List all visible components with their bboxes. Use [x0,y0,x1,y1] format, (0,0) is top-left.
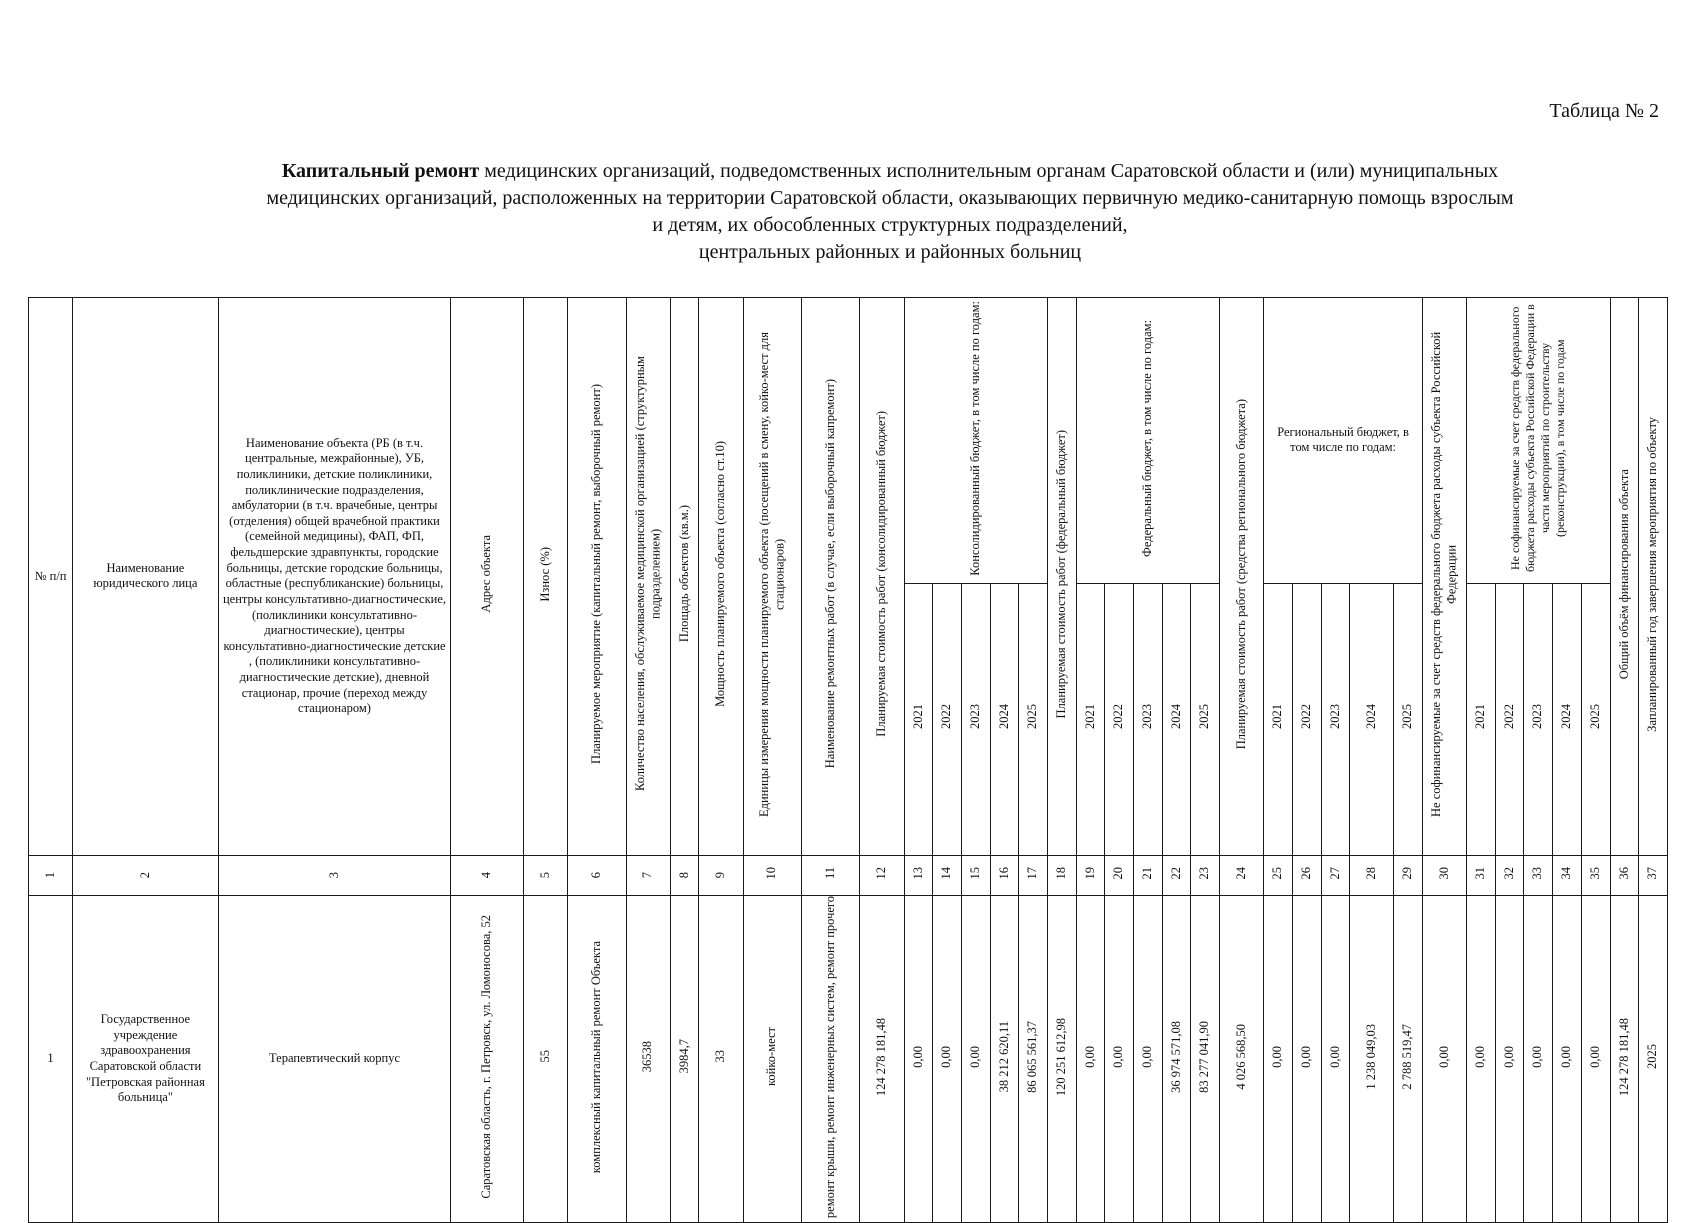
title-line-4: центральных районных и районных больниц [698,241,1082,263]
cell-cost-federal: 120 251 612,98 [1047,895,1076,1223]
column-number-cell [1264,855,1293,895]
cell-consolidated-2023: 0,00 [961,895,990,1223]
column-number-cell [1076,855,1105,895]
column-number: 5 [537,872,552,879]
column-number-cell [1134,855,1163,895]
cell-cost-regional: 4 026 568,50 [1220,895,1264,1223]
column-number: 11 [822,866,837,879]
column-number-cell [802,855,860,895]
cell-area: 3984,7 [670,895,699,1223]
cell-total-financing: 124 278 181,48 [1610,895,1639,1223]
column-number: 4 [479,872,494,879]
year-consolidated-2024: 2024 [990,583,1019,855]
header-num: № п/п [29,298,73,856]
capital-repair-table [28,297,1668,1223]
cell-federal-2021: 0,00 [1076,895,1105,1223]
cell-consolidated-2025: 86 065 561,37 [1019,895,1048,1223]
column-number-cell [1105,855,1134,895]
cell-num: 1 [29,895,73,1223]
column-number: 36 [1616,866,1631,880]
year-nonco-2025: 2025 [1581,583,1610,855]
cell-nonco-2023: 0,00 [1524,895,1553,1223]
document-title [110,158,1670,266]
header-completion-year: Запланированный год завершения мероприятия по объекту [1639,298,1668,856]
title-bold: Капитальный ремонт [281,160,480,182]
year-regional-2023: 2023 [1321,583,1350,855]
cell-regional-2022: 0,00 [1292,895,1321,1223]
column-number: 19 [1082,866,1097,880]
year-nonco-2021: 2021 [1467,583,1496,855]
cell-population: 36538 [626,895,670,1223]
column-number-cell [990,855,1019,895]
year-consolidated-2021: 2021 [904,583,933,855]
column-number: 27 [1327,866,1342,880]
year-federal-2021: 2021 [1076,583,1105,855]
year-federal-2024: 2024 [1162,583,1191,855]
cell-regional-2023: 0,00 [1321,895,1350,1223]
column-number: 16 [996,866,1011,880]
cell-regional-2024: 1 238 049,03 [1350,895,1394,1223]
column-number-cell [1350,855,1394,895]
column-number-cell [670,855,699,895]
year-regional-2025: 2025 [1394,583,1423,855]
column-number-cell [860,855,904,895]
column-number: 7 [640,872,655,879]
cell-nonco-2022: 0,00 [1495,895,1524,1223]
column-number-cell [1467,855,1496,895]
header-row-main [29,298,1668,584]
column-number: 6 [589,872,604,879]
cell-non-cofinanced: 0,00 [1422,895,1466,1223]
column-number: 33 [1530,866,1545,880]
cell-federal-2023: 0,00 [1134,895,1163,1223]
column-number-cell [1524,855,1553,895]
column-number-cell [451,855,524,895]
cell-federal-2025: 83 277 041,90 [1191,895,1220,1223]
title-line-1-rest: медицинских организаций, подведомственных исполнительным органам Саратовской области и (или) муниципальных [479,160,1499,182]
header-group-federal: Федеральный бюджет, в том числе по годам: [1076,298,1219,584]
header-non-cofinanced: Не софинансируемые за счет средств федерального бюджета расходы субъекта Российской Федерации [1422,298,1466,856]
column-number: 9 [713,872,728,879]
header-group-non-cofinanced: Не софинансируемые за счет средств федерального бюджета расходы субъекта Российской Федерации в части мероприятий по строительству (реконструкции), в том числе по годам [1467,298,1610,584]
column-number-row [29,855,1668,895]
cell-capacity-units: койко-мест [743,895,801,1223]
column-number: 14 [939,866,954,880]
title-line-2: медицинских организаций, расположенных на территории Саратовской области, оказывающих первичную медико-санитарную помощь взрослым [266,187,1514,209]
year-consolidated-2022: 2022 [933,583,962,855]
column-number-cell [1495,855,1524,895]
column-number-cell [961,855,990,895]
column-number-cell [1019,855,1048,895]
year-regional-2024: 2024 [1350,583,1394,855]
header-wear: Износ (%) [524,298,568,856]
column-number-cell [626,855,670,895]
cell-consolidated-2021: 0,00 [904,895,933,1223]
column-number: 26 [1298,866,1313,880]
column-number-cell [1422,855,1466,895]
header-object-name: Наименование объекта (РБ (в т.ч. центральные, межрайонные), УБ, поликлиники, детские поликлиники, поликлинические подразделения, амбулатории (в т.ч. врачебные, центры (отделения) общей врачебной практики (семейной медицины), ФАП, ФП, фельдшерские здравпункты, городские больницы, детские городские больницы, областные (республиканские) больницы, центры консультативно-диагностические, (поликлиники консультативно-диагностические), центры консультативно-диагностические детские , (поликлиники консультативно-диагностические детские), дневной стационар, прочие (переход между стационаром) [218,298,451,856]
cell-nonco-2024: 0,00 [1553,895,1582,1223]
year-federal-2022: 2022 [1105,583,1134,855]
column-number-cell [904,855,933,895]
header-cost-federal: Планируемая стоимость работ (федеральный бюджет) [1047,298,1076,856]
column-number-cell [568,855,626,895]
header-population: Количество населения, обслуживаемое медицинской организацией (структурным подразделением) [626,298,670,856]
cell-capacity: 33 [699,895,743,1223]
cell-wear: 55 [524,895,568,1223]
cell-nonco-2021: 0,00 [1467,895,1496,1223]
column-number-cell [1191,855,1220,895]
column-number-cell [1321,855,1350,895]
header-capacity: Мощность планируемого объекта (согласно ст.10) [699,298,743,856]
column-number-cell [1394,855,1423,895]
cell-nonco-2025: 0,00 [1581,895,1610,1223]
column-number: 8 [676,872,691,879]
year-consolidated-2025: 2025 [1019,583,1048,855]
header-group-consolidated: Консолидированный бюджет, в том числе по годам: [904,298,1047,584]
column-number-cell [743,855,801,895]
column-number: 3 [326,872,341,879]
column-number: 28 [1363,866,1378,880]
column-number: 22 [1168,866,1183,880]
column-number-cell [73,855,219,895]
column-number: 21 [1140,866,1155,880]
cell-federal-2024: 36 974 571,08 [1162,895,1191,1223]
cell-federal-2022: 0,00 [1105,895,1134,1223]
column-number-cell [1220,855,1264,895]
column-number: 15 [967,866,982,880]
column-number-cell [1292,855,1321,895]
column-number: 13 [910,866,925,880]
cell-object-name: Терапевтический корпус [218,895,451,1223]
year-nonco-2023: 2023 [1524,583,1553,855]
column-number-cell [1610,855,1639,895]
header-cost-consolidated: Планируемая стоимость работ (консолидированный бюджет) [860,298,904,856]
title-line-1 [110,158,1670,185]
column-number: 1 [42,872,57,879]
column-number-cell [699,855,743,895]
cell-legal-entity: Государственное учреждение здравоохранения Саратовской области "Петровская районная больница" [73,895,219,1223]
column-number: 31 [1473,866,1488,880]
cell-regional-2021: 0,00 [1264,895,1293,1223]
year-federal-2023: 2023 [1134,583,1163,855]
table-row [29,895,1668,1223]
year-nonco-2022: 2022 [1495,583,1524,855]
header-total-financing: Общий объём финансирования объекта [1610,298,1639,856]
column-number: 30 [1436,866,1451,880]
column-number: 32 [1501,866,1516,880]
column-number: 24 [1233,866,1248,880]
cell-consolidated-2022: 0,00 [933,895,962,1223]
year-nonco-2024: 2024 [1553,583,1582,855]
column-number: 34 [1559,866,1574,880]
cell-cost-consolidated: 124 278 181,48 [860,895,904,1223]
header-area: Площадь объектов (кв.м.) [670,298,699,856]
column-number: 20 [1111,866,1126,880]
column-number-cell [29,855,73,895]
year-regional-2021: 2021 [1264,583,1293,855]
column-number-cell [1047,855,1076,895]
year-regional-2022: 2022 [1292,583,1321,855]
column-number: 35 [1587,866,1602,880]
header-capacity-units: Единицы измерения мощности планируемого объекта (посещений в смену, койко-мест для стационаров) [743,298,801,856]
cell-completion-year: 2025 [1639,895,1668,1223]
header-address: Адрес объекта [451,298,524,856]
column-number-cell [218,855,451,895]
header-legal-entity: Наименование юридического лица [73,298,219,856]
year-federal-2025: 2025 [1191,583,1220,855]
column-number: 12 [874,866,889,880]
cell-address: Саратовская область, г. Петровск, ул. Ломоносова, 52 [451,895,524,1223]
column-number-cell [1639,855,1668,895]
cell-planned-activity: комплексный капитальный ремонт Объекта [568,895,626,1223]
year-consolidated-2023: 2023 [961,583,990,855]
cell-repair-works: ремонт крыши, ремонт инженерных систем, ремонт прочего [802,895,860,1223]
header-cost-regional: Планируемая стоимость работ (средства регионального бюджета) [1220,298,1264,856]
column-number-cell [524,855,568,895]
column-number: 23 [1197,866,1212,880]
column-number: 18 [1054,866,1068,880]
column-number: 25 [1270,866,1285,880]
column-number: 10 [764,866,779,880]
column-number-cell [1162,855,1191,895]
column-number: 37 [1645,866,1660,880]
title-line-3: и детям, их обособленных структурных подразделений, [652,214,1128,236]
header-group-regional: Региональный бюджет, в том числе по годам: [1264,298,1423,584]
header-planned-activity: Планируемое мероприятие (капитальный ремонт, выборочный ремонт) [568,298,626,856]
table-number: Таблица № 2 [1549,100,1659,122]
cell-consolidated-2024: 38 212 620,11 [990,895,1019,1223]
column-number: 2 [137,872,152,879]
cell-regional-2025: 2 788 519,47 [1394,895,1423,1223]
column-number-cell [1581,855,1610,895]
column-number-cell [933,855,962,895]
column-number-cell [1553,855,1582,895]
column-number: 29 [1400,866,1415,880]
header-repair-works: Наименование ремонтных работ (в случае, если выборочный капремонт) [802,298,860,856]
column-number: 17 [1025,866,1040,880]
